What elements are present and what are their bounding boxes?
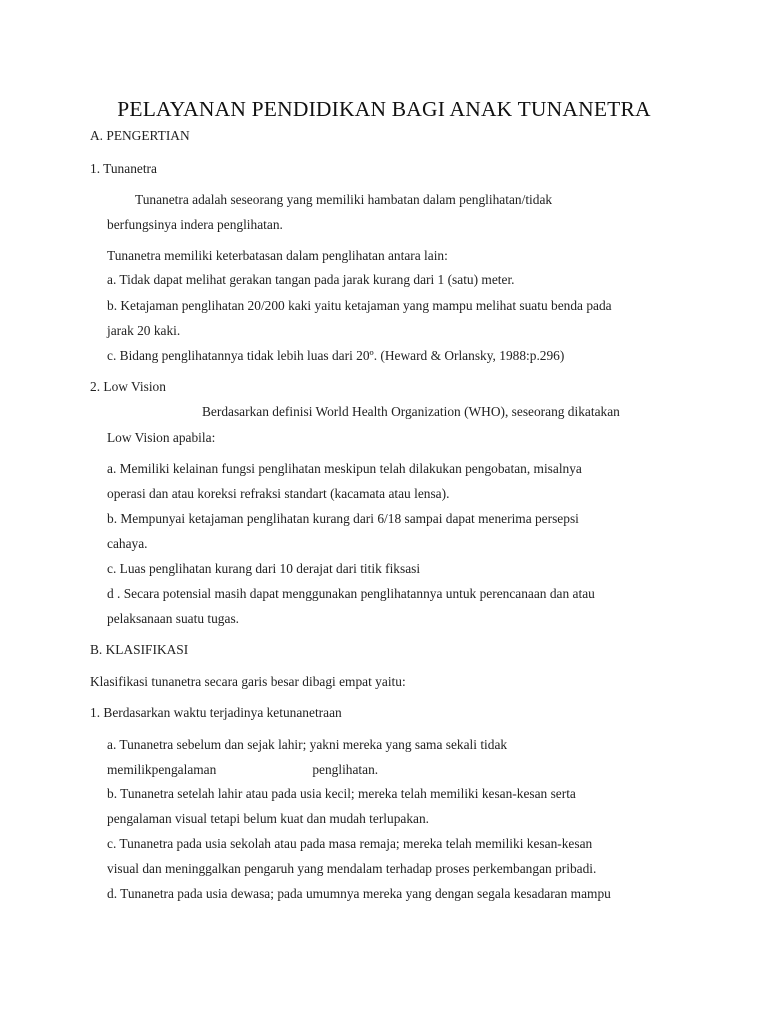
list-item: b. Ketajaman penglihatan 20/200 kaki yaitu ketajaman yang mampu melihat suatu benda pada (107, 298, 612, 313)
list-item (107, 761, 378, 779)
paragraph-line: Tunanetra adalah seseorang yang memiliki hambatan dalam penglihatan/tidak (135, 192, 553, 207)
paragraph-line: Low Vision apabila: (107, 430, 216, 445)
list-item: c. Bidang penglihatannya tidak lebih luas dari 20º. (Heward & Orlansky, 1988:p.296) (107, 348, 565, 363)
paragraph-line: Tunanetra memiliki keterbatasan dalam penglihatan antara lain: (107, 248, 448, 263)
list-item: b. Mempunyai ketajaman penglihatan kurang dari 6/18 sampai dapat menerima persepsi (107, 511, 579, 526)
list-item: visual dan meninggalkan pengaruh yang mendalam terhadap proses perkembangan pribadi. (107, 861, 597, 876)
list-item: a. Memiliki kelainan fungsi penglihatan meskipun telah dilakukan pengobatan, misalnya (107, 461, 582, 476)
list-item: a. Tidak dapat melihat gerakan tangan pada jarak kurang dari 1 (satu) meter. (107, 272, 515, 287)
list-item-part: penglihatan. (312, 762, 379, 777)
list-item: pengalaman visual tetapi belum kuat dan mudah terlupakan. (107, 811, 430, 826)
paragraph-line: berfungsinya indera penglihatan. (107, 217, 283, 232)
subsection-1-heading: 1. Berdasarkan waktu terjadinya ketunanetraan (90, 705, 342, 720)
list-item: cahaya. (107, 536, 148, 551)
list-item: d. Tunanetra pada usia dewasa; pada umumnya mereka yang dengan segala kesadaran mampu (107, 886, 611, 901)
list-item: d . Secara potensial masih dapat menggunakan penglihatannya untuk perencanaan dan atau (107, 586, 595, 601)
list-item: b. Tunanetra setelah lahir atau pada usia kecil; mereka telah memiliki kesan-kesan serta (107, 786, 576, 801)
subsection-2-heading: 2. Low Vision (90, 379, 166, 394)
list-item-part: memilikpengalaman (107, 762, 217, 777)
subsection-1-heading: 1. Tunanetra (90, 161, 157, 176)
paragraph-line: Klasifikasi tunanetra secara garis besar dibagi empat yaitu: (90, 674, 406, 689)
list-item: operasi dan atau koreksi refraksi standart (kacamata atau lensa). (107, 486, 450, 501)
list-item: c. Luas penglihatan kurang dari 10 derajat dari titik fiksasi (107, 561, 421, 576)
section-a-heading: A. PENGERTIAN (90, 128, 190, 143)
document-title: PELAYANAN PENDIDIKAN BAGI ANAK TUNANETRA (117, 97, 651, 121)
list-item: pelaksanaan suatu tugas. (107, 611, 240, 626)
list-item: c. Tunanetra pada usia sekolah atau pada masa remaja; mereka telah memiliki kesan-kesan (107, 836, 593, 851)
section-b-heading: B. KLASIFIKASI (90, 642, 189, 657)
paragraph-line: Berdasarkan definisi World Health Organization (WHO), seseorang dikatakan (202, 404, 620, 419)
list-item: jarak 20 kaki. (107, 323, 181, 338)
list-item: a. Tunanetra sebelum dan sejak lahir; yakni mereka yang sama sekali tidak (107, 737, 508, 752)
